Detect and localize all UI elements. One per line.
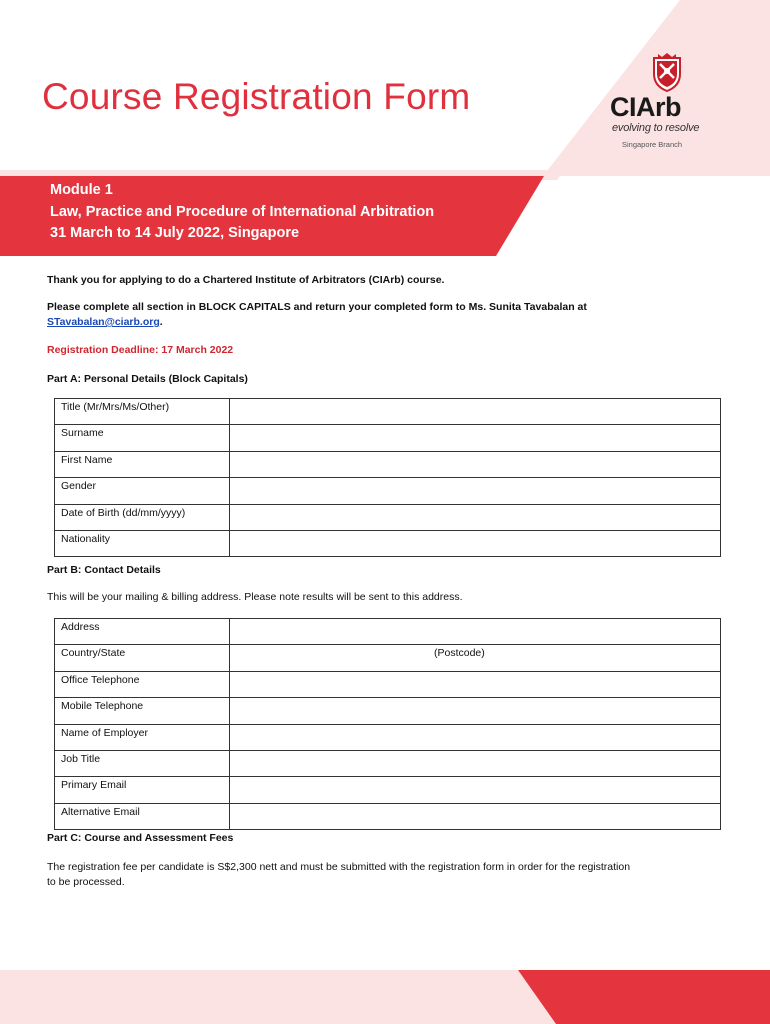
field-label: Nationality [55,530,230,556]
module-dates: 31 March to 14 July 2022, Singapore [50,225,300,241]
employer-input[interactable] [230,724,721,750]
table-row [55,619,721,645]
title-input[interactable] [230,399,721,425]
module-title: Law, Practice and Procedure of International Arbitration [50,203,435,220]
first-name-input[interactable] [230,451,721,477]
brand-name: CIArb [610,92,681,122]
table-row [55,530,721,556]
field-label: Alternative Email [55,803,230,829]
email-suffix: . [159,316,163,328]
field-label: Primary Email [55,777,230,803]
ciarb-logo [606,48,706,158]
table-row [55,777,721,803]
field-label: Date of Birth (dd/mm/yyyy) [55,504,230,530]
brand-tagline: evolving to resolve [612,122,700,134]
part-b-note: This will be your mailing & billing address. Please note results will be sent to this address. [47,591,463,603]
field-label: Gender [55,478,230,504]
office-telephone-input[interactable] [230,671,721,697]
page-title: Course Registration Form [42,76,471,117]
gender-input[interactable] [230,478,721,504]
field-label: First Name [55,451,230,477]
table-row [55,399,721,425]
module-number: Module 1 [50,182,113,198]
table-row [55,645,721,671]
job-title-input[interactable] [230,750,721,776]
intro-thanks: Thank you for applying to do a Chartered Institute of Arbitrators (CIArb) course. [47,274,445,286]
email-link[interactable]: STavabalan@ciarb.org [47,316,160,328]
primary-email-input[interactable] [230,777,721,803]
footer-decoration [0,970,770,1024]
part-a-heading: Part A: Personal Details (Block Capitals) [47,373,248,385]
table-row [55,803,721,829]
contact-details-table [54,618,721,830]
alternative-email-input[interactable] [230,803,721,829]
table-row [55,451,721,477]
address-input[interactable] [230,619,721,645]
mobile-telephone-input[interactable] [230,698,721,724]
intro-instruction: Please complete all section in BLOCK CAPITALS and return your completed form to Ms. Sunita Tavabalan at [47,301,587,313]
part-b-heading: Part B: Contact Details [47,564,161,576]
surname-input[interactable] [230,425,721,451]
table-row [55,478,721,504]
table-row [55,504,721,530]
field-label: Job Title [55,750,230,776]
date-of-birth-input[interactable] [230,504,721,530]
field-label: Title (Mr/Mrs/Ms/Other) [55,399,230,425]
postcode-label: (Postcode) [434,647,485,660]
personal-details-table [54,398,721,557]
table-row [55,698,721,724]
field-label: Mobile Telephone [55,698,230,724]
fee-text-line1: The registration fee per candidate is S$2,300 nett and must be submitted with the registration form in order for the registration [47,861,631,873]
part-c-heading: Part C: Course and Assessment Fees [47,832,234,844]
field-label: Country/State [55,645,230,671]
intro-email-line [47,316,163,328]
table-row [55,724,721,750]
table-row [55,750,721,776]
module-banner-text [50,180,434,245]
crest-icon [650,52,684,92]
field-label: Address [55,619,230,645]
fee-text-line2: to be processed. [47,876,125,888]
field-label: Office Telephone [55,671,230,697]
brand-subtitle: Singapore Branch [622,140,683,149]
table-row [55,425,721,451]
table-row [55,671,721,697]
registration-deadline: Registration Deadline: 17 March 2022 [47,344,234,356]
field-label: Name of Employer [55,724,230,750]
field-label: Surname [55,425,230,451]
country-state-input[interactable] [230,645,721,671]
nationality-input[interactable] [230,530,721,556]
